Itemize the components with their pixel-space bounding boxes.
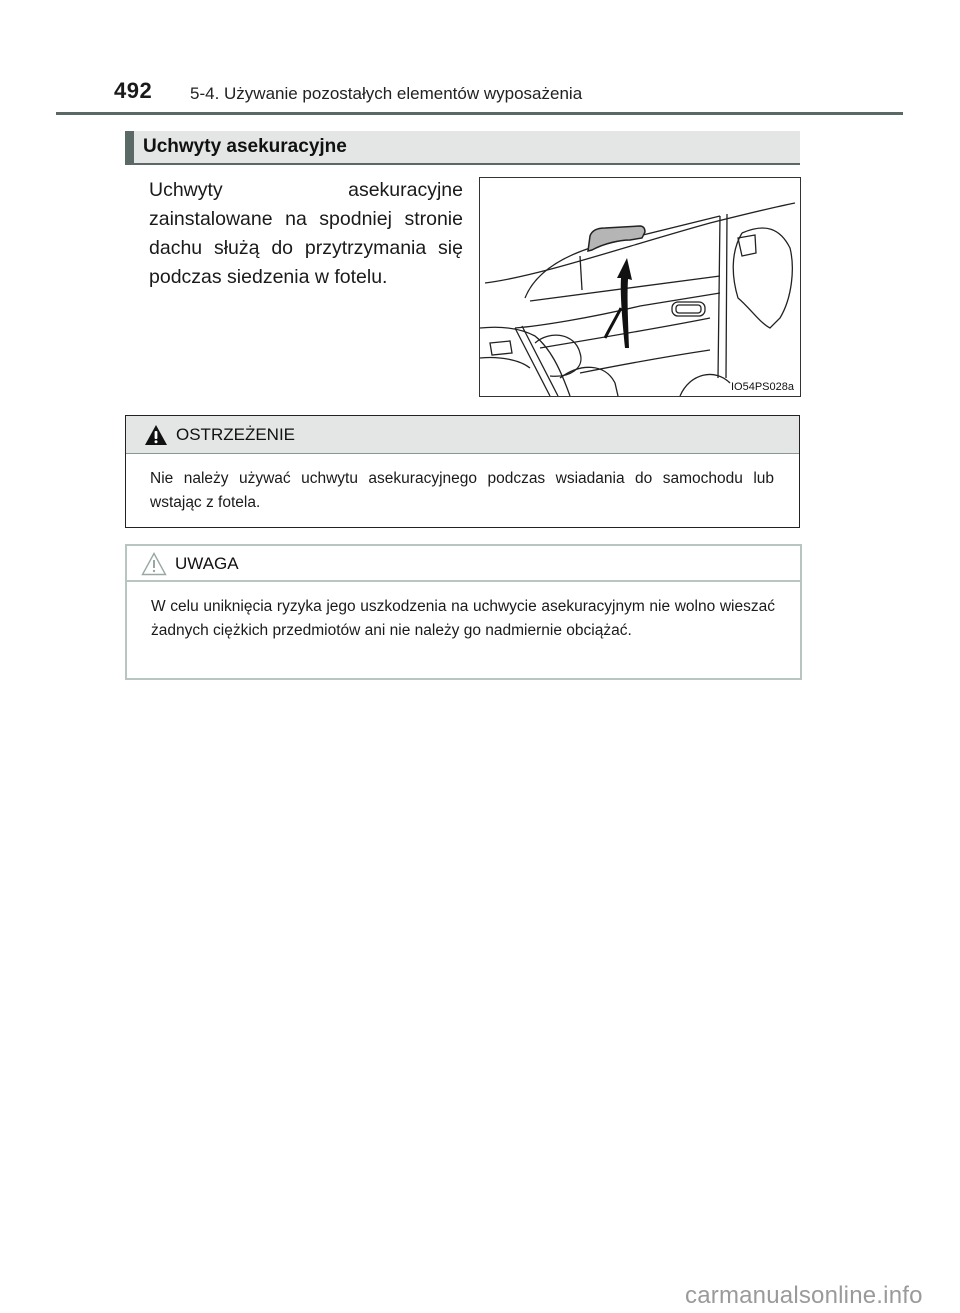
section-body-text: Uchwyty asekuracyjne zainstalowane na spodniej stronie dachu służą do przytrzymania się podczas siedzenia w fotelu. [149, 179, 463, 288]
warning-header [126, 416, 799, 454]
warning-box [125, 415, 800, 528]
assist-grip-illustration [479, 177, 801, 397]
warning-text: Nie należy używać uchwytu asekuracyjnego podczas wsiadania do samochodu lub wstając z fotela. [150, 470, 774, 511]
notice-box [125, 544, 802, 680]
notice-header [127, 546, 800, 582]
notice-text: W celu uniknięcia ryzyka jego uszkodzenia na uchwycie asekuracyjnym nie wolno wieszać żadnych ciężkich przedmiotów ani nie należy go nadmiernie obciążać. [151, 598, 775, 639]
section-heading [125, 131, 800, 165]
section-title: Uchwyty asekuracyjne [143, 136, 347, 157]
header-divider [56, 112, 903, 115]
heading-accent-bar [125, 131, 134, 165]
warning-filled-triangle-icon [144, 424, 168, 451]
warning-title: OSTRZEŻENIE [176, 425, 296, 444]
notice-title: UWAGA [175, 554, 239, 573]
figure-code: IO54PS028a [731, 381, 794, 393]
caution-outline-triangle-icon [141, 552, 167, 581]
watermark-link[interactable]: carmanualsonline.info [685, 1282, 923, 1309]
page-number: 492 [114, 78, 153, 103]
chapter-title: 5-4. Używanie pozostałych elementów wyposażenia [190, 84, 583, 103]
assist-grip [588, 226, 645, 251]
car-interior-drawing [480, 178, 800, 396]
